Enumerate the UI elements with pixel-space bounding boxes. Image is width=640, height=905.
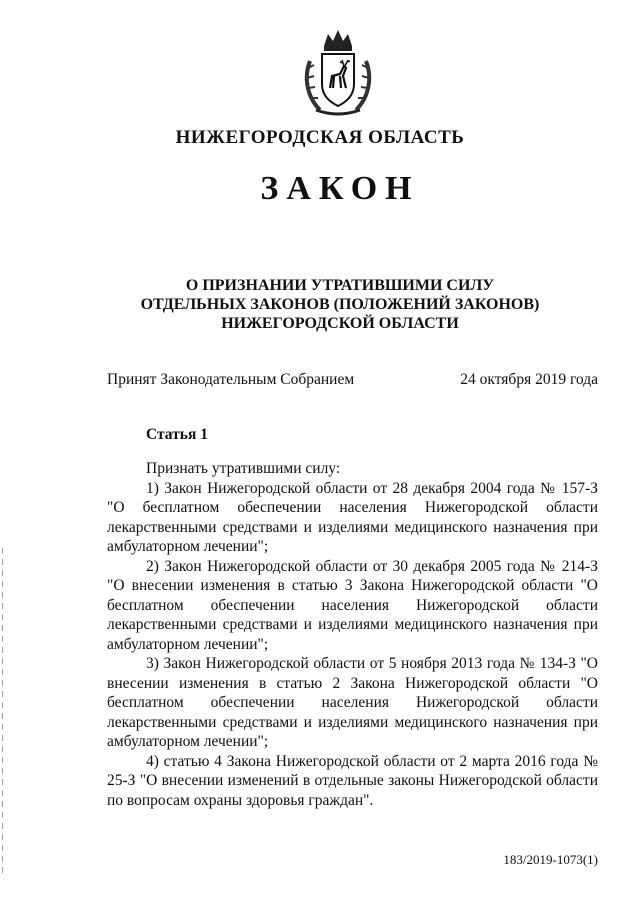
coat-of-arms-icon — [302, 26, 374, 118]
article-paragraph: 4) статью 4 Закона Нижегородской области от 2 марта 2016 года № 25-З "О внесении изменений в отдельные законы Нижегородской области по вопросам охраны здоровья граждан". — [107, 752, 598, 809]
law-title — [120, 276, 560, 333]
document-type: ЗАКОН — [260, 170, 420, 207]
document-number: 183/2019-1073(1) — [503, 852, 598, 867]
law-title-line: ОТДЕЛЬНЫХ ЗАКОНОВ (ПОЛОЖЕНИЙ ЗАКОНОВ) — [140, 296, 540, 313]
adopted-date: 24 октября 2019 года — [460, 371, 598, 388]
scan-margin-mark — [2, 548, 3, 878]
law-title-line: НИЖЕГОРОДСКОЙ ОБЛАСТИ — [221, 315, 459, 332]
article-paragraph: 2) Закон Нижегородской области от 30 декабря 2005 года № 214-З "О внесении изменения в статью 3 Закона Нижегородской области "О бесплатном обеспечении населения Нижегородской области лекарственными средствами и изделиями медицинского назначения при амбулаторном лечении"; — [107, 557, 598, 653]
adopted-by: Принят Законодательным Собранием — [107, 371, 355, 388]
article-body — [107, 459, 598, 810]
article-paragraph: 3) Закон Нижегородской области от 5 ноября 2013 года № 134-З "О внесении изменения в статью 2 Закона Нижегородской области "О бесплатном обеспечении населения Нижегородской области лекарственными средствами и изделиями медицинского назначения при амбулаторном лечении"; — [107, 655, 598, 750]
article-paragraph: Признать утратившими силу: — [146, 460, 341, 477]
law-title-line: О ПРИЗНАНИИ УТРАТИВШИМИ СИЛУ — [185, 277, 495, 294]
article-heading: Статья 1 — [146, 426, 208, 443]
region-name: НИЖЕГОРОДСКАЯ ОБЛАСТЬ — [175, 127, 465, 148]
article-paragraph: 1) Закон Нижегородской области от 28 декабря 2004 года № 157-З "О бесплатном обеспечении населения Нижегородской области лекарственными средствами и изделиями медицинского назначения при амбулаторном лечении"; — [107, 479, 598, 555]
